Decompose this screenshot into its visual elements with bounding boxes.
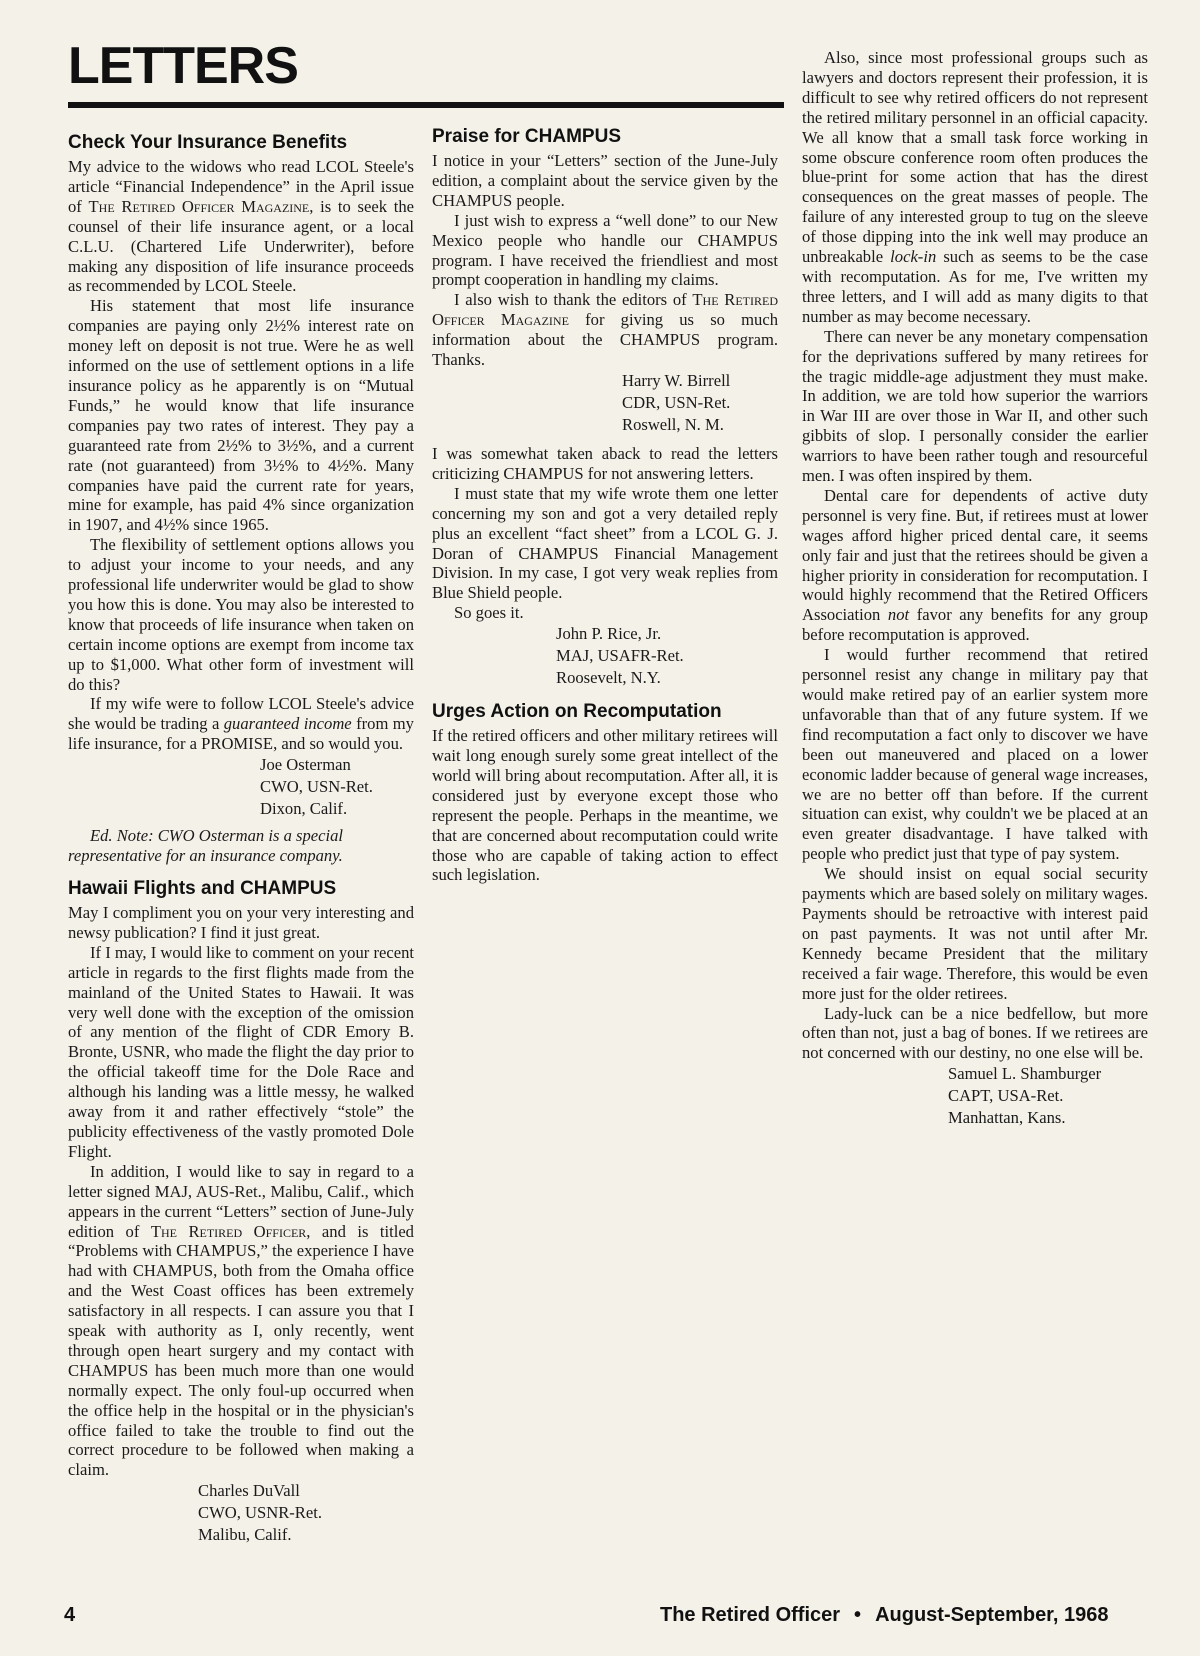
- signature-block: [622, 370, 778, 436]
- signature-rank: CAPT, USA-Ret.: [948, 1086, 1064, 1106]
- signature-rank: CWO, USN-Ret.: [260, 777, 373, 797]
- letter-paragraph: May I compliment you on your very interesting and newsy publication? I find it just great.: [68, 903, 414, 942]
- signature-location: Roswell, N. M.: [622, 414, 724, 434]
- letter-paragraph: His statement that most life insurance companies are paying only 2½% interest rate on money left on deposit is not true. Were he as well informed on the use of settlement options in a life insurance policy as he apparently is on “Mutual Funds,” he would know that life insurance companies pay two rates of interest. They pay a guaranteed rate from 2½% to 3½%, and a current rate (not guaranteed) from 3½% to 4½%. Many companies have paid the current rate for years, mine for example, has paid 4% since organization in 1907, and 4½% since 1965.: [68, 296, 414, 535]
- letter-paragraph: There can never be any monetary compensation for the deprivations suffered by many retirees for the tragic middle-age adjustment they must make. In addition, we are told how superior the warriors in War III are over those in War II, and other such gibbits of slop. I personally consider the earlier warriors to have been rather tough and resourceful men. I was often inspired by them.: [802, 326, 1148, 486]
- signature-block: [198, 1480, 414, 1546]
- signature-name: John P. Rice, Jr.: [556, 624, 662, 644]
- signature-name: Charles DuVall: [198, 1481, 300, 1501]
- letter-paragraph: So goes it.: [454, 603, 524, 623]
- letter-paragraph: I was somewhat taken aback to read the letters criticizing CHAMPUS for not answering letters.: [432, 443, 778, 483]
- letter-heading-hawaii: Hawaii Flights and CHAMPUS: [68, 878, 337, 899]
- letter-paragraph: I notice in your “Letters” section of the June-July edition, a complaint about the service given by the CHAMPUS people.: [432, 151, 778, 210]
- letter-paragraph: The flexibility of settlement options allows you to adjust your income to your needs, and any professional life underwriter would be glad to show you how this is done. You may also be interested to know that proceeds of life insurance when taken on certain income options are exempt from income tax up to $1,000. What other form of investment will do this?: [68, 535, 414, 694]
- masthead-rule: [68, 102, 784, 108]
- letter-paragraph: My advice to the widows who read LCOL Steele's article “Financial Independence” in the April issue of The Retired Officer Magazine, is to seek the counsel of their life insurance agent, or a local C.L.U. (Chartered Life Underwriter), before making any disposition of life insurance proceeds as recommended by LCOL Steele.: [68, 157, 414, 296]
- letter-paragraph: We should insist on equal social security payments which are based solely on military wages. Payments should be retroactive with interest paid on past payments. It was not until after Mr. Kennedy became President that the military received a fair wage. Therefore, this would be even more just for the older retirees.: [802, 864, 1148, 1003]
- letter-heading-recomputation: Urges Action on Recomputation: [432, 701, 722, 723]
- letter-paragraph: Also, since most professional groups such as lawyers and doctors represent their profession, it is difficult to see why retired officers do not represent the retired military personnel in an official capacity. We all know that a small task force working in some obscure conference room often produces the blue-print for some action that has the direst consequences on the great masses of people. The failure of any interested group to tug on the sleeve of those dipping into the ink well may produce an unbreakable lock-in such as seems to be the case with recomputation. As for me, I've written my three letters, and I will add as many digits to that number as may become necessary.: [802, 48, 1148, 326]
- signature-rank: MAJ, USAFR-Ret.: [556, 646, 684, 666]
- signature-name: Harry W. Birrell: [622, 370, 731, 390]
- magazine-name: The Retired Officer,: [150, 1221, 311, 1241]
- signature-name: Samuel L. Shamburger: [948, 1064, 1102, 1084]
- signature-rank: CDR, USN-Ret.: [622, 392, 731, 412]
- magazine-name: The Retired Officer Magazine: [432, 290, 778, 330]
- signature-block: [260, 754, 414, 820]
- letter-paragraph: Lady-luck can be a nice bedfellow, but more often than not, just a bag of bones. If we retirees are not concerned with our destiny, no one else will be.: [802, 1003, 1148, 1063]
- letter-paragraph: I must state that my wife wrote them one letter concerning my son and got a very detailed reply plus an excellent “fact sheet” from a LCOL G. J. Doran of CHAMPUS Financial Management Division. In my case, I got very weak replies from Blue Shield people.: [432, 483, 778, 603]
- letter-paragraph: Dental care for dependents of active duty personnel is very fine. But, if retirees must at lower wages afford higher priced dental care, it seems only fair and just that the retirees should be given a higher priority in consideration for recomputation. I would highly recommend that the Retired Officers Association not favor any benefits for any group before recomputation is approved.: [802, 485, 1148, 645]
- signature-block: [556, 623, 778, 689]
- letter-heading-praise: Praise for CHAMPUS: [432, 126, 621, 147]
- signature-location: Manhattan, Kans.: [948, 1108, 1066, 1128]
- publication-name: The Retired Officer: [660, 1604, 841, 1626]
- signature-block: [948, 1063, 1148, 1129]
- magazine-name: The Retired Officer Magazine,: [88, 196, 314, 216]
- signature-location: Roosevelt, N.Y.: [556, 668, 661, 688]
- letter-paragraph: I just wish to express a “well done” to our New Mexico people who handle our CHAMPUS program. I have received the friendliest and most prompt cooperation in handling my claims.: [432, 210, 778, 290]
- editor-note: Ed. Note: CWO Osterman is a special representative for an insurance company.: [68, 826, 344, 866]
- letter-paragraph: In addition, I would like to say in regard to a letter signed MAJ, AUS-Ret., Malibu, Calif., which appears in the current “Letters” section of June-July edition of The Retired Officer, and is titled “Problems with CHAMPUS,” the experience I have had with CHAMPUS, both from the Omaha office and the West Coast offices has been extremely satisfactory in all respects. I can assure you that I speak with authority as I, only recently, went through open heart surgery and my contact with CHAMPUS has been much more than one would normally expect. The only foul-up occurred when the office help in the hospital or in the physician's office failed to take the trouble to find out the correct procedure to be followed when making a claim.: [68, 1161, 414, 1480]
- signature-name: Joe Osterman: [260, 755, 351, 775]
- letter-paragraph: If I may, I would like to comment on your recent article in regards to the first flights made from the mainland of the United States to Hawaii. It was very well done with the exception of the omission of any mention of the flight of CDR Emory B. Bronte, USNR, who made the flight the day prior to the official takeoff time for the Dole Race and although his landing was a little messy, he walked away from it and rather effectively “stole” the publicity effectiveness of the vastly promoted Dole Flight.: [68, 942, 414, 1161]
- letter-paragraph: If my wife were to follow LCOL Steele's advice she would be trading a guaranteed income from my life insurance, for a PROMISE, and so would you.: [68, 694, 414, 754]
- column-3: [802, 48, 1148, 1593]
- letter-heading-insurance: Check Your Insurance Benefits: [68, 132, 348, 153]
- signature-rank: CWO, USNR-Ret.: [198, 1503, 322, 1523]
- issue-date: August-September, 1968: [875, 1604, 1109, 1626]
- signature-location: Dixon, Calif.: [260, 799, 348, 819]
- page-number: 4: [64, 1604, 76, 1626]
- bullet-separator: •: [854, 1604, 862, 1626]
- masthead-title: LETTERS: [68, 37, 298, 95]
- column-2-flow: [432, 126, 778, 1591]
- footer-publication: [660, 1604, 1108, 1627]
- letter-paragraph: I also wish to thank the editors of The Retired Officer Magazine for giving us so much information about the CHAMPUS program. Thanks.: [432, 290, 778, 370]
- letter-paragraph: If the retired officers and other military retirees will wait long enough surely some great intellect of the world will bring about recomputation. After all, it is considered just by everyone except those who represent the people. Perhaps in the meantime, we that are concerned about recomputation could write those who are capable of taking action to effect such legislation.: [432, 726, 778, 885]
- column-1: [68, 132, 414, 1602]
- signature-location: Malibu, Calif.: [198, 1525, 292, 1545]
- letter-paragraph: I would further recommend that retired personnel resist any change in military pay that would make retired pay of an earlier system more unfavorable than that of any future system. If we find recomputation a fact only to discover we have been out maneuvered and placed on a lower economic ladder because of general wage increases, we are no better off than before. If the current situation can exist, why couldn't we be placed at an even greater disadvantage. I have talked with people who predict just that type of pay system.: [802, 645, 1148, 864]
